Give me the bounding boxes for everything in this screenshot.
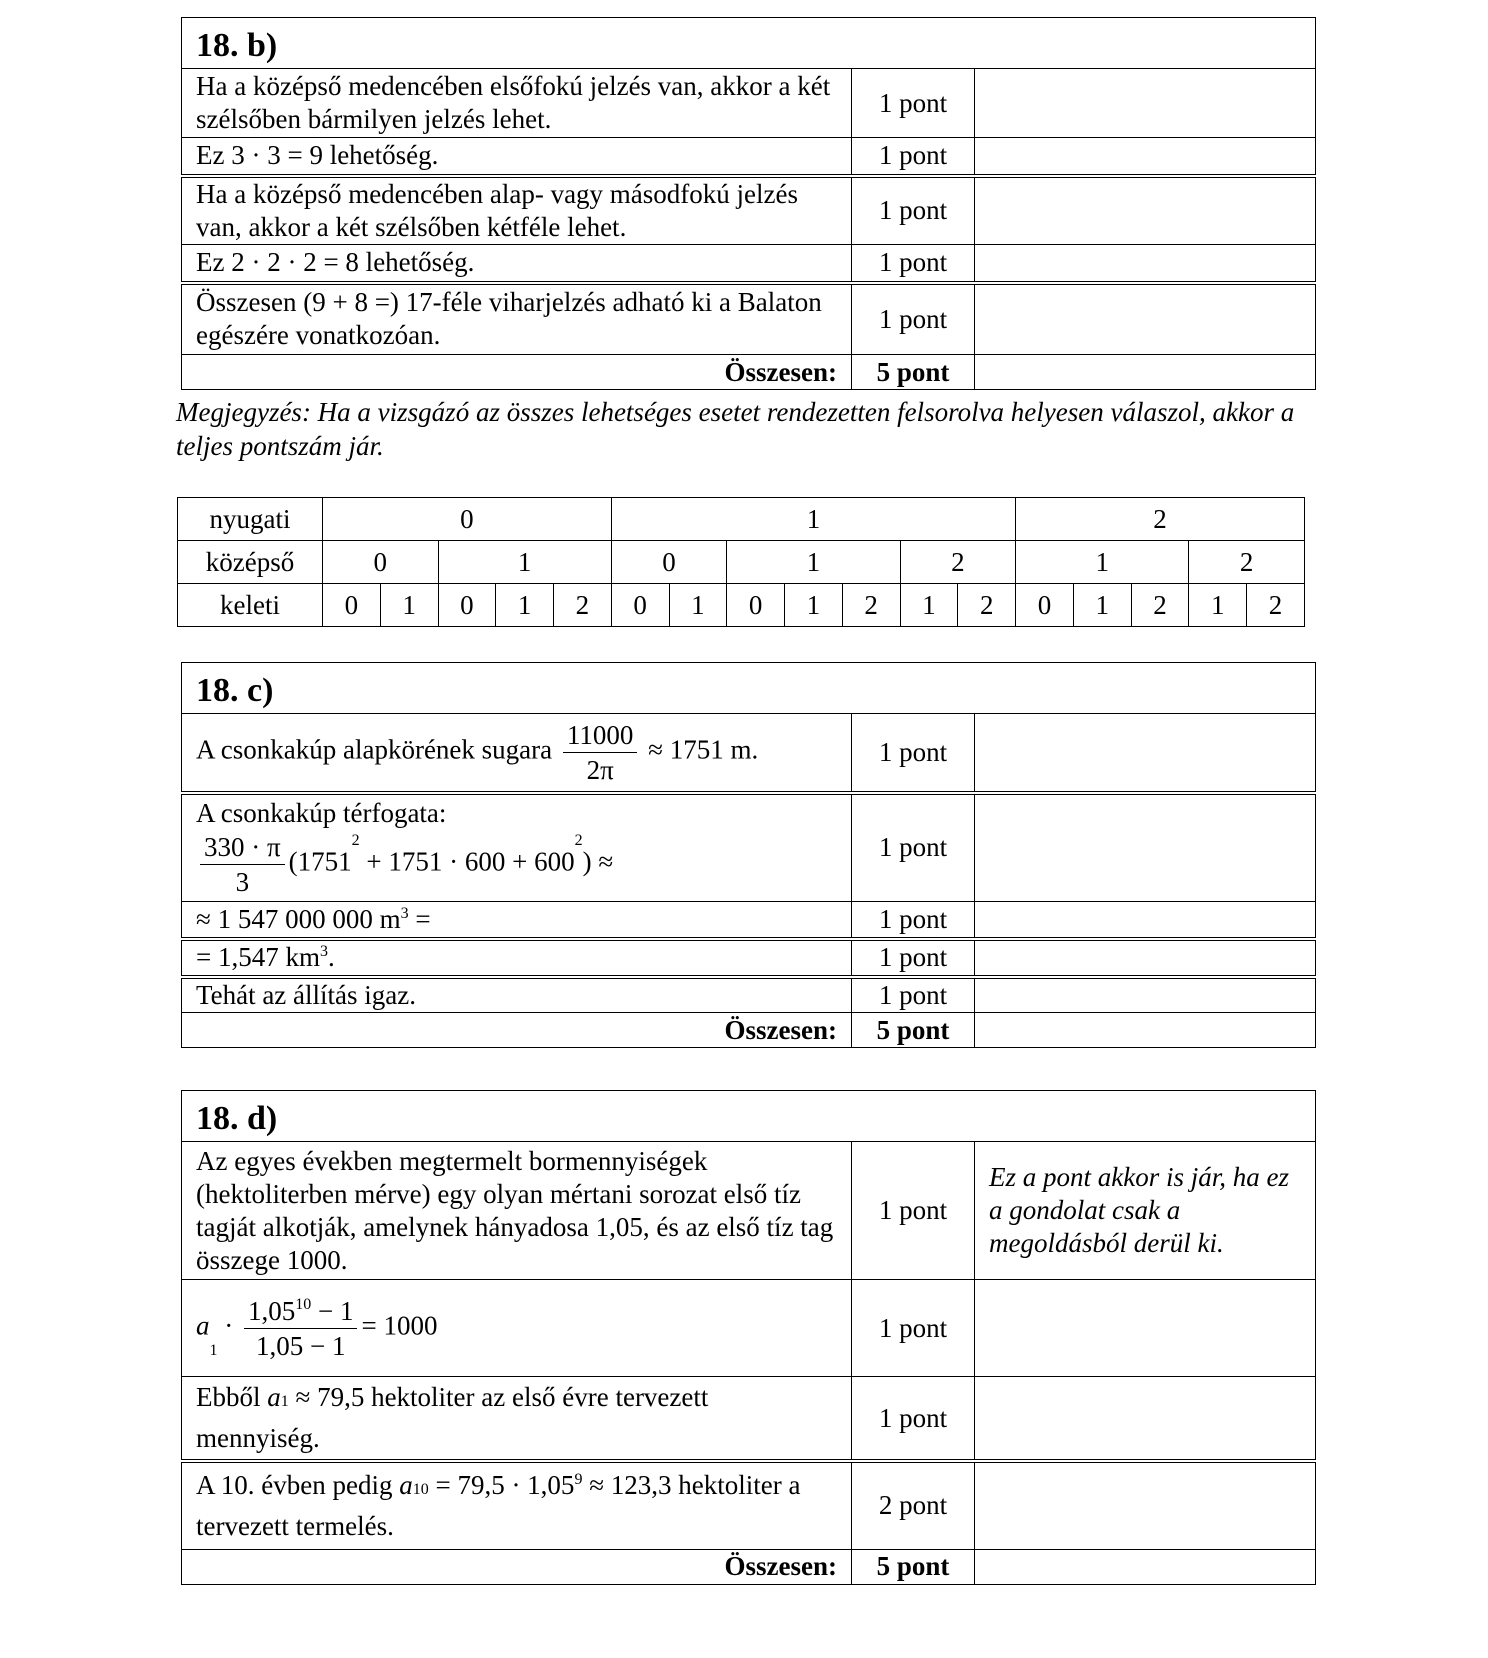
total-label: Összesen: — [182, 1549, 852, 1584]
section-title: 18. c) — [182, 663, 1316, 714]
grid-cell: 2 — [1189, 541, 1305, 584]
points-cell: 1 pont — [852, 245, 975, 283]
points-cell: 1 pont — [852, 283, 975, 355]
section-18b-table — [181, 17, 1316, 390]
points-cell: 1 pont — [852, 793, 975, 902]
points-cell: 2 pont — [852, 1461, 975, 1549]
grid-cell: 2 — [1016, 498, 1305, 541]
exponent: 3 — [400, 904, 409, 922]
grid-cell: 2 — [554, 584, 612, 627]
section-title: 18. d) — [182, 1091, 1316, 1142]
formula-part: (1751 — [288, 846, 352, 877]
remark: Megjegyzés: Ha a vizsgázó az összes lehetséges esetet rendezetten felsorolva helyesen válaszol, akkor a teljes pontszám jár. — [176, 397, 1295, 461]
fraction — [200, 830, 285, 899]
formula-part: = 1,547 km — [196, 942, 320, 972]
grid-cell: 1 — [900, 584, 958, 627]
section-title: 18. b) — [182, 18, 1316, 69]
points-cell: 1 pont — [852, 939, 975, 977]
formula-part: = 1000 — [361, 1310, 438, 1341]
solution-step — [182, 714, 852, 793]
solution-step: Ez 2 · 2 · 2 = 8 lehetőség. — [182, 245, 852, 283]
grid-cell: 0 — [611, 541, 727, 584]
solution-step: Ez 3 · 3 = 9 lehetőség. — [182, 138, 852, 176]
formula-part: 1,05 — [248, 1295, 296, 1326]
solution-step — [182, 939, 852, 977]
grid-cell: 1 — [1189, 584, 1247, 627]
grid-cell: 0 — [438, 584, 496, 627]
points-cell: 1 pont — [852, 1377, 975, 1462]
grid-label: nyugati — [178, 498, 323, 541]
exponent: 9 — [574, 1470, 583, 1488]
fraction — [244, 1294, 357, 1363]
grid-label: középső — [178, 541, 323, 584]
variable: a — [196, 1310, 210, 1341]
subscript: 1 — [280, 1393, 289, 1410]
grid-cell: 1 — [785, 584, 843, 627]
points-cell: 1 pont — [852, 714, 975, 793]
grid-cell: 2 — [1131, 584, 1189, 627]
note-cell — [975, 1549, 1316, 1584]
total-label: Összesen: — [182, 1013, 852, 1048]
formula-part: · — [217, 1310, 240, 1341]
grid-cell: 1 — [727, 541, 900, 584]
formula-part: ≈ 1 547 000 000 m — [196, 903, 401, 934]
cases-grid — [177, 497, 1305, 627]
formula-part: − 1 — [311, 1295, 354, 1326]
grid-cell: 1 — [496, 584, 554, 627]
note-cell — [975, 793, 1316, 902]
note-cell — [975, 714, 1316, 793]
solution-step: Ha a középső medencében elsőfokú jelzés van, akkor a két szélsőben bármilyen jelzés lehet. — [182, 69, 852, 138]
variable: a — [267, 1382, 281, 1412]
solution-step — [182, 902, 852, 939]
note-cell — [975, 1377, 1316, 1462]
formula-part: + 1751 · 600 + 600 — [359, 846, 575, 877]
grid-cell: 0 — [727, 584, 785, 627]
note-cell — [975, 1013, 1316, 1048]
solution-step — [182, 1461, 852, 1549]
grid-cell: 0 — [611, 584, 669, 627]
grid-cell: 0 — [323, 541, 439, 584]
fraction-numerator — [244, 1294, 357, 1329]
formula — [196, 830, 837, 899]
section-18d-table — [181, 1090, 1316, 1585]
grid-label: keleti — [178, 584, 323, 627]
points-cell: 1 pont — [852, 902, 975, 939]
points-cell: 1 pont — [852, 69, 975, 138]
note-cell — [975, 176, 1316, 245]
grid-cell: 1 — [611, 498, 1015, 541]
fraction-denominator: 2π — [586, 754, 614, 785]
note-cell — [975, 902, 1316, 939]
formula-part: ≈ 123,3 hektoliter a tervezett termelés. — [196, 1469, 801, 1541]
formula-part: ) ≈ — [582, 846, 614, 877]
note-cell — [975, 1280, 1316, 1377]
grid-cell: 2 — [900, 541, 1016, 584]
total-points: 5 pont — [852, 1013, 975, 1048]
fraction-numerator: 330 · π — [200, 830, 285, 865]
total-points: 5 pont — [852, 355, 975, 390]
points-cell: 1 pont — [852, 138, 975, 176]
grid-cell: 2 — [958, 584, 1016, 627]
grid-cell: 2 — [842, 584, 900, 627]
fraction — [563, 718, 638, 787]
formula-part: = 79,5 · 1,05 — [428, 1469, 575, 1500]
note-cell — [975, 977, 1316, 1013]
grid-cell: 1 — [1073, 584, 1131, 627]
exponent: 10 — [295, 1295, 312, 1313]
formula-part: = — [408, 903, 431, 934]
points-cell: 1 pont — [852, 1280, 975, 1377]
solution-step — [182, 1377, 852, 1462]
step-text: A csonkakúp alapkörének sugara — [196, 734, 553, 765]
fraction-denominator: 1,05 − 1 — [256, 1330, 346, 1361]
total-points: 5 pont — [852, 1549, 975, 1584]
total-label: Összesen: — [182, 355, 852, 390]
fraction-numerator: 11000 — [563, 718, 638, 753]
grid-cell: 1 — [438, 541, 611, 584]
grid-cell: 1 — [1016, 541, 1189, 584]
points-cell: 1 pont — [852, 977, 975, 1013]
note-cell — [975, 1461, 1316, 1549]
solution-step: Az egyes években megtermelt bormennyiségek (hektoliterben mérve) egy olyan mértani sorozat első tíz tagját alkotják, amelynek hányadosa 1,05, és az első tíz tag összege 1000. — [182, 1142, 852, 1280]
exponent: 2 — [351, 831, 360, 849]
solution-step: Ha a középső medencében alap- vagy másodfokú jelzés van, akkor a két szélsőben kétféle lehet. — [182, 176, 852, 245]
formula-part: A 10. évben pedig — [196, 1469, 400, 1500]
points-cell: 1 pont — [852, 176, 975, 245]
grid-cell: 1 — [380, 584, 438, 627]
variable: a — [399, 1469, 413, 1500]
note-cell — [975, 138, 1316, 176]
step-text: ≈ 1751 m. — [648, 734, 759, 765]
fraction-denominator: 3 — [235, 866, 250, 897]
note-cell — [975, 283, 1316, 355]
note-cell — [975, 355, 1316, 390]
section-18c-table — [181, 662, 1316, 1048]
subscript: 10 — [412, 1480, 429, 1498]
note-cell — [975, 245, 1316, 283]
subscript: 1 — [209, 1341, 218, 1359]
grid-cell: 0 — [323, 498, 612, 541]
formula-part: Ebből — [196, 1382, 268, 1412]
exponent: 3 — [319, 943, 328, 960]
solution-step: Tehát az állítás igaz. — [182, 977, 852, 1013]
step-text: A csonkakúp térfogata: — [196, 797, 447, 828]
exponent: 2 — [574, 831, 583, 849]
note-cell: Ez a pont akkor is jár, ha ez a gondolat csak a megoldásból derül ki. — [975, 1142, 1316, 1280]
grid-cell: 0 — [323, 584, 381, 627]
solution-step: Összesen (9 + 8 =) 17-féle viharjelzés adható ki a Balaton egészére vonatkozóan. — [182, 283, 852, 355]
note-cell — [975, 69, 1316, 138]
grid-cell: 1 — [669, 584, 727, 627]
solution-step — [182, 793, 852, 902]
solution-step — [182, 1280, 852, 1377]
note-cell — [975, 939, 1316, 977]
points-cell: 1 pont — [852, 1142, 975, 1280]
grid-cell: 0 — [1016, 584, 1074, 627]
formula-part: ≈ 79,5 hektoliter az első évre tervezett mennyiség. — [196, 1382, 709, 1453]
grid-cell: 2 — [1247, 584, 1305, 627]
formula-part: . — [327, 942, 335, 972]
